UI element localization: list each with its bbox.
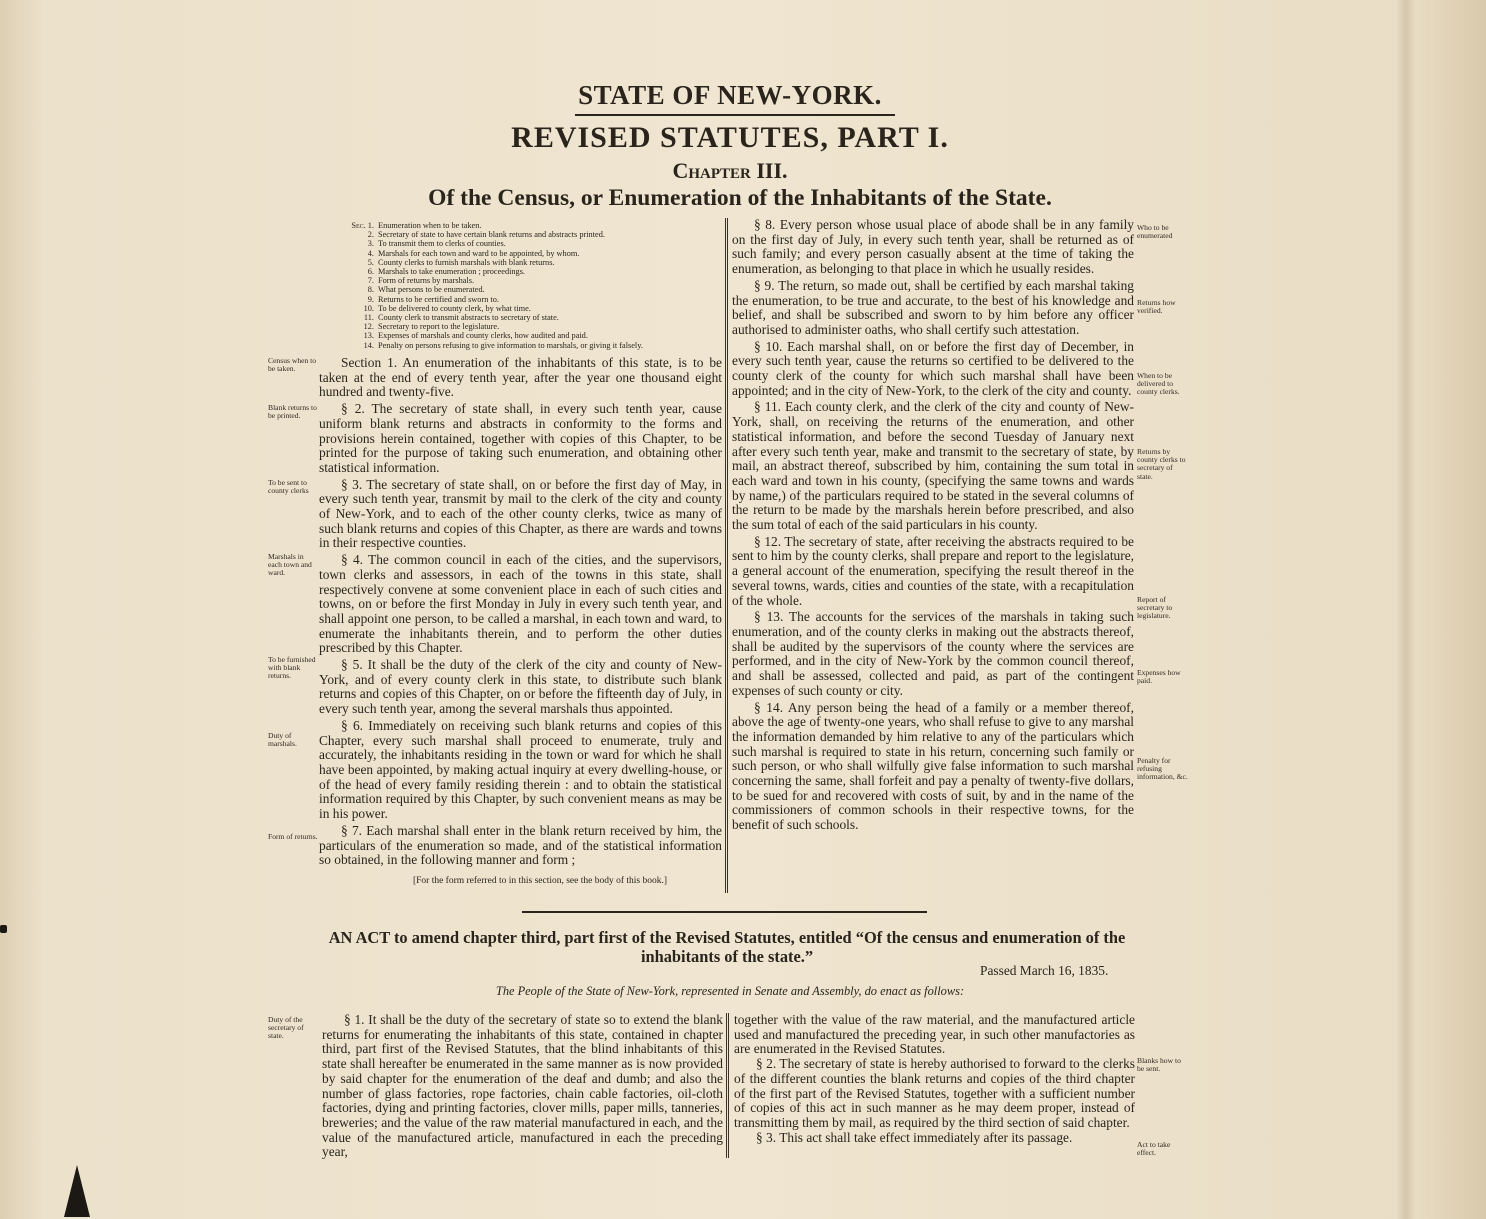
margin-note: Returns by county clerks to secretary of state.: [1137, 447, 1186, 481]
index-row: 7. Form of returns by marshals.: [367, 276, 475, 286]
margin-note: Report of secretary to legislature.: [1137, 595, 1173, 621]
statutes-heading: REVISED STATUTES, PART I.: [511, 121, 949, 154]
act-title: AN ACT to amend chapter third, part first of the Revised Statutes, entitled “Of the census and enumeration of the inhabitants of the state.”: [328, 928, 1126, 966]
section-6: § 6. Immediately on receiving such blank returns and copies of this Chapter, every such marshal shall proceed to enumerate, truly and accurately, the inhabitants residing in the town or ward for which he shall have been appointed, by making actual inquiry at every dwelling-house, or of the head of every family residing therein : and to obtain the statistical information required by this Chapter, by such convenient means as may be in his power.: [319, 717, 722, 822]
enacting-clause: The People of the State of New-York, represented in Senate and Assembly, do enact as follows:: [495, 984, 965, 998]
section-7: § 7. Each marshal shall enter in the blank return received by him, the particulars of the enumeration so made, and of the statistical information so obtained, in the following manner and form ;: [319, 822, 722, 868]
section-index: [340, 221, 720, 350]
act-section-3: § 3. This act shall take effect immediately after its passage.: [756, 1129, 1073, 1145]
form-reference-note: [For the form referred to in this section, see the body of this book.]: [412, 876, 668, 886]
index-row: 9. Returns to be certified and sworn to.: [367, 294, 499, 304]
section-1: Section 1. An enumeration of the inhabitants of this state, is to be taken at the end of every tenth year, after the year one thousand eight hundred and twenty-five.: [319, 355, 722, 400]
index-row: 3. To transmit them to clerks of counties.: [367, 239, 506, 249]
margin-note: To be furnished with blank returns.: [268, 655, 316, 681]
margin-note: Act to take effect.: [1137, 1140, 1171, 1158]
index-row: 2. Secretary of state to have certain blank returns and abstracts printed.: [367, 230, 605, 240]
margin-note: Census when to be taken.: [268, 356, 317, 374]
section-rule: [522, 911, 927, 913]
paper-fold: [1396, 0, 1416, 1219]
section-4: § 4. The common council in each of the cities, and the supervisors, town clerks and assessors, in each of the towns in this state, shall respectively convene at some convenient place in each of such cities and towns, on or before the first Monday in July in every such tenth year, and shall appoint one person, to be called a marshal, in each town and ward, to enumerate the inhabitants therein, and to perform the other duties prescribed by this Chapter.: [319, 552, 722, 656]
edge-mark: [0, 925, 7, 933]
act-right-column: [734, 1013, 1135, 1145]
index-row: 14. Penalty on persons refusing to give information to marshals, or giving it falsely.: [363, 340, 643, 350]
margin-note: Who to be enumerated: [1137, 223, 1173, 241]
margin-note: Blank returns to be printed.: [268, 403, 317, 421]
margin-note: Expenses how paid.: [1137, 668, 1181, 686]
act-left-column: [322, 1013, 723, 1160]
index-row: 5. County clerks to furnish marshals with blank returns.: [367, 257, 555, 267]
margin-note: Form of returns.: [268, 832, 318, 841]
index-row: 11. County clerk to transmit abstracts to secretary of state.: [363, 313, 559, 323]
section-5: § 5. It shall be the duty of the clerk of the city and county of New-York, and of every county clerk in this state, to distribute such blank returns and copies of this Chapter, on or before the fifteenth day of July, in every such tenth year, among the several marshals thus appointed.: [319, 657, 722, 717]
column-divider: [725, 218, 728, 893]
heading-rule: [575, 114, 895, 116]
section-14: § 14. Any person being the head of a family or a member thereof, above the age of twenty-one years, who shall refuse to give to any marshal the information demanded by him relative to any of the particulars which such marshal is required to state in his return, concerning such family or such person, or who shall wilfully give false information to such marshal concerning the same, shall forfeit and pay a penalty of twenty-five dollars, to be sued for and recovered with costs of suit, by and in the name of the commissioners of common schools in their respective towns, for the benefit of such schools.: [732, 699, 1134, 833]
index-row: Sec. 1. Enumeration when to be taken.: [351, 221, 482, 230]
index-row: 10. To be delivered to county clerk, by what time.: [363, 303, 531, 313]
left-column: [319, 356, 722, 868]
index-row: 8. What persons to be enumerated.: [367, 285, 485, 295]
margin-note: Blanks how to be sent.: [1137, 1056, 1181, 1074]
act-section-1: § 1. It shall be the duty of the secretary of state so to extend the blank returns for enumerating the inhabitants of this state, contained in chapter third, part first of the Revised Statutes, that the blind inhabitants of this state shall hereafter be enumerated in the same manner as is now provided by said chapter for the enumeration of the deaf and dumb; and also the number of glass factories, rope factories, chain cable factories, oil-cloth factories, dying and printing factories, clover mills, paper mills, tanneries, breweries; and the value of the raw material manufactured in each, and the value of the manufactured article, manufactured in each the preceding year,: [322, 1012, 723, 1160]
index-row: 4. Marshals for each town and ward to be appointed, by whom.: [367, 248, 580, 258]
subject-heading: Of the Census, or Enumeration of the Inhabitants of the State.: [428, 185, 1052, 211]
act-passed-date: Passed March 16, 1835.: [980, 963, 1109, 978]
chapter-heading: Chapter III.: [672, 158, 788, 183]
section-10: § 10. Each marshal shall, on or before the first day of December, in every such tenth year, cause the returns so certified to be delivered to the county clerk of the county for which such marshal shall have been appointed; and in the city of New-York, to the clerk of the city and county.: [732, 338, 1134, 398]
margin-note: Marshals in each town and ward.: [268, 552, 312, 578]
act-section-1-continued: together with the value of the raw material, and the manufactured article used and manufactured the preceding year, in such other manufactories as are enumerated in the Revised Statutes.: [734, 1012, 1135, 1057]
section-8: § 8. Every person whose usual place of abode shall be in any family on the first day of July, in every such tenth year, shall be returned as of such family; and every person casually absent at the time of taking the enumeration, as belonging to that place in which he usually resides.: [732, 217, 1134, 277]
index-row: 12. Secretary to report to the legislature.: [363, 322, 500, 332]
right-column: [732, 218, 1134, 833]
margin-note: Duty of the secretary of state.: [268, 1015, 304, 1041]
act-column-divider: [726, 1013, 729, 1158]
section-12: § 12. The secretary of state, after receiving the abstracts required to be sent to him by the county clerks, shall prepare and report to the legislature, a general account of the enumeration, specifying the result thereof in the several towns, wards, cities and counties of the state, with a recapitulation of the whole.: [732, 533, 1134, 608]
state-heading: STATE OF NEW-YORK.: [578, 80, 882, 110]
section-9: § 9. The return, so made out, shall be certified by each marshal taking the enumeration, to be true and accurate, to the best of his knowledge and belief, and shall be subscribed and sworn to by him before any officer authorised to administer oaths, who shall certify such attestation.: [732, 277, 1134, 337]
section-13: § 13. The accounts for the services of the marshals in taking such enumeration, and of the county clerks in making out the abstracts thereof, shall be audited by the supervisors of the county where the services are performed, and in the city of New-York by the common council thereof, and shall be assessed, collected and paid, as part of the contingent expenses of such county or city.: [732, 609, 1134, 698]
margin-note: Duty of marshals.: [268, 731, 297, 749]
margin-note: When to be delivered to county clerks.: [1137, 371, 1180, 397]
act-section-2: § 2. The secretary of state is hereby authorised to forward to the clerks of the different counties the blank returns and copies of the third chapter of the first part of the Revised Statutes, together with a sufficient number of copies of this act in such manner as he may deem proper, instead of transmitting them by mail, as required by the third section of said chapter.: [734, 1056, 1135, 1130]
margin-note: Returns how verified.: [1137, 298, 1176, 316]
margin-note: To be sent to county clerks: [268, 478, 309, 496]
section-3: § 3. The secretary of state shall, on or before the first day of May, in every such tenth year, transmit by mail to the clerk of the city and county of New-York, and to each of the other county clerks, twice as many of such blank returns and copies of this Chapter, as there are wards and towns in their respective counties.: [319, 476, 722, 551]
section-11: § 11. Each county clerk, and the clerk of the city and county of New-York, shall, on receiving the returns of the enumeration, and other statistical information, and before the second Tuesday of January next after every such tenth year, make and transmit to the secretary of state, by mail, an abstract thereof, subscribed by him, containing the sum total in each ward and town in his county, (specifying the same towns and wards by name,) of the particulars required to be stated in the several columns of the return to be made by the marshals herein before prescribed, and also the sum total of each of the said particulars in his county.: [732, 399, 1134, 533]
registration-mark: [64, 1165, 90, 1217]
index-row: 13. Expenses of marshals and county clerks, how audited and paid.: [363, 331, 588, 341]
section-2: § 2. The secretary of state shall, in every such tenth year, cause uniform blank returns and abstracts in conformity to the forms and provisions herein contained, together with copies of this Chapter, to be printed for the purpose of taking such enumeration, and obtaining other statistical information.: [319, 401, 722, 475]
index-row: 6. Marshals to take enumeration ; proceedings.: [367, 267, 525, 277]
margin-note: Penalty for refusing information, &c.: [1137, 756, 1188, 782]
